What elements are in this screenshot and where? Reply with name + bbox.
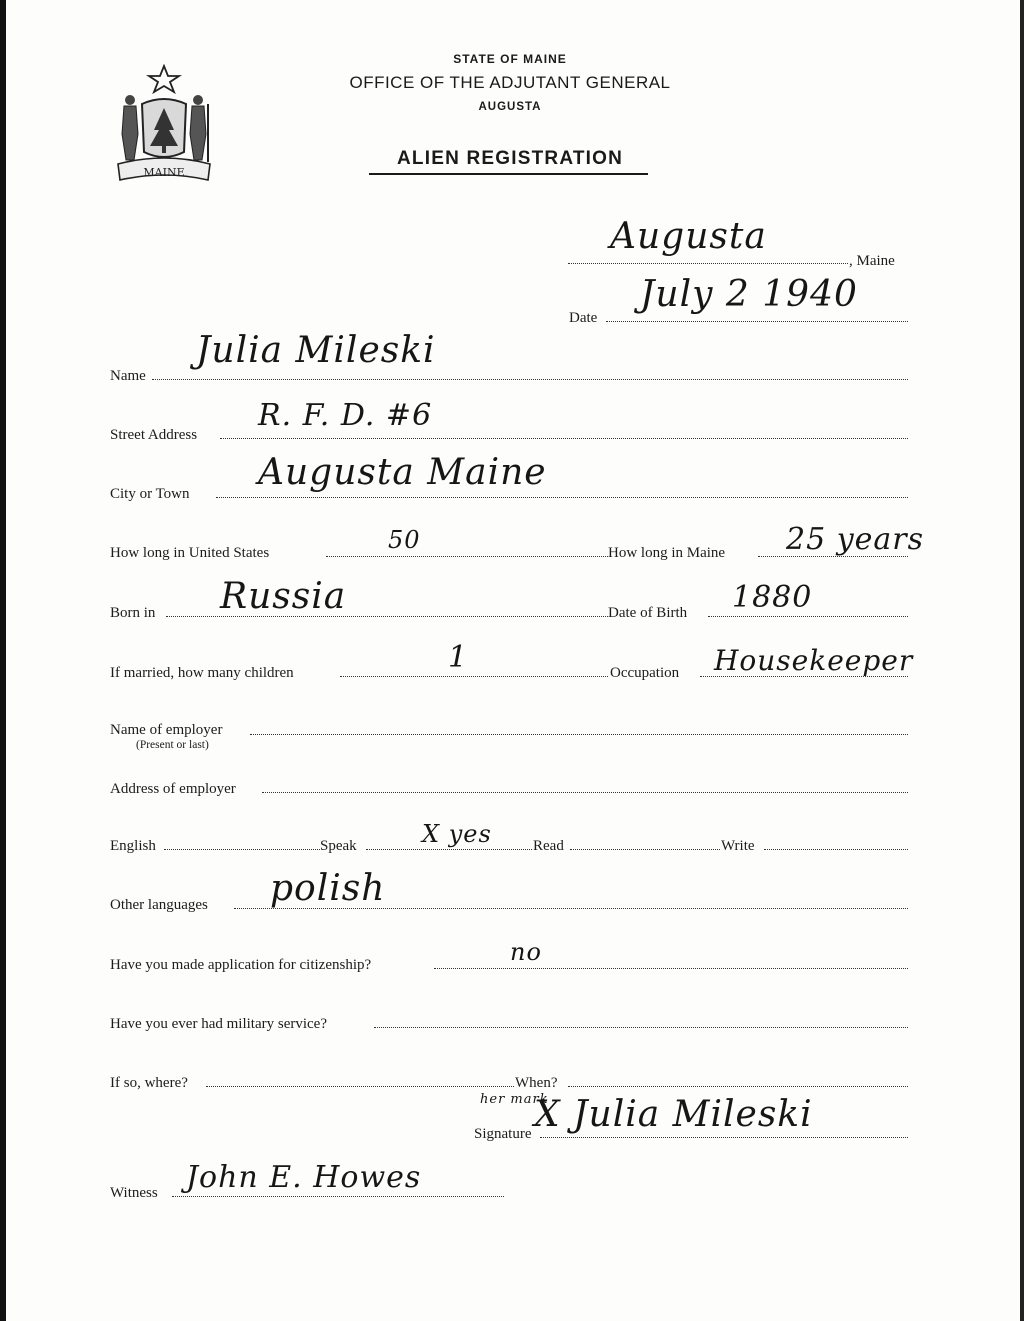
when-line [568,1086,908,1087]
date-entry: July 2 1940 [640,274,858,315]
street-label: Street Address [110,427,198,443]
write-label: Write [721,838,755,854]
military-line [374,1027,908,1028]
citizenship-line [434,968,908,969]
how-long-maine-label: How long in Maine [608,545,726,561]
form-title: ALIEN REGISTRATION [396,148,624,169]
maine-state-seal-icon [112,64,216,188]
employer-name-line [250,734,908,735]
scan-edge-left [0,0,6,1321]
where-line [206,1086,514,1087]
dob-label: Date of Birth [608,605,688,621]
svg-text:MAINE: MAINE [143,166,185,179]
military-label: Have you ever had military service? [110,1016,327,1032]
name-entry: Julia Mileski [196,330,436,371]
children-line [340,676,608,677]
place-entry: Augusta [610,216,767,257]
occupation-entry: Housekeeper [714,644,914,677]
signature-label: Signature [474,1126,532,1142]
title-underline [369,173,648,175]
signature-mark-note: her mark [480,1092,549,1107]
header-city: AUGUSTA [478,101,542,113]
write-line [764,849,908,850]
citizenship-entry: no [510,938,542,966]
date-line [606,321,908,322]
witness-entry: John E. Howes [186,1160,422,1195]
city-label: City or Town [110,486,190,502]
other-languages-label: Other languages [110,897,208,913]
english-line [164,849,320,850]
scan-edge-right [1020,0,1024,1321]
read-label: Read [533,838,564,854]
header-state: STATE OF MAINE [453,52,567,66]
when-label: When? [515,1075,558,1091]
signature-line [540,1137,908,1138]
name-line [152,379,908,380]
children-entry: 1 [448,640,469,675]
speak-label: Speak [320,838,357,854]
witness-line [172,1196,504,1197]
employer-address-line [262,792,908,793]
employer-address-label: Address of employer [110,781,236,797]
children-label: If married, how many children [110,665,294,681]
city-entry: Augusta Maine [258,452,547,493]
witness-label: Witness [110,1185,158,1201]
born-in-label: Born in [110,605,156,621]
where-label: If so, where? [110,1075,188,1091]
employer-name-sublabel: (Present or last) [136,739,209,751]
speak-entry: X yes [422,820,492,848]
name-label: Name [110,368,146,384]
how-long-us-entry: 50 [388,526,421,554]
date-label: Date [569,310,598,326]
street-entry: R. F. D. #6 [258,398,433,433]
how-long-us-line [326,556,608,557]
city-line [216,497,908,498]
occupation-label: Occupation [610,665,680,681]
how-long-maine-entry: 25 years [786,522,925,557]
read-line [570,849,720,850]
dob-entry: 1880 [732,580,813,615]
place-line [568,263,848,264]
header-office: OFFICE OF THE ADJUTANT GENERAL [349,73,671,92]
signature-entry: X Julia Mileski [534,1094,813,1135]
employer-name-label: Name of employer [110,722,223,738]
english-label: English [110,838,156,854]
citizenship-label: Have you made application for citizenship? [110,957,372,973]
how-long-us-label: How long in United States [110,545,270,561]
dob-line [708,616,908,617]
speak-line [366,849,532,850]
street-line [220,438,908,439]
maine-label: , Maine [849,253,895,269]
other-languages-entry: polish [270,868,386,909]
born-in-entry: Russia [220,576,347,617]
